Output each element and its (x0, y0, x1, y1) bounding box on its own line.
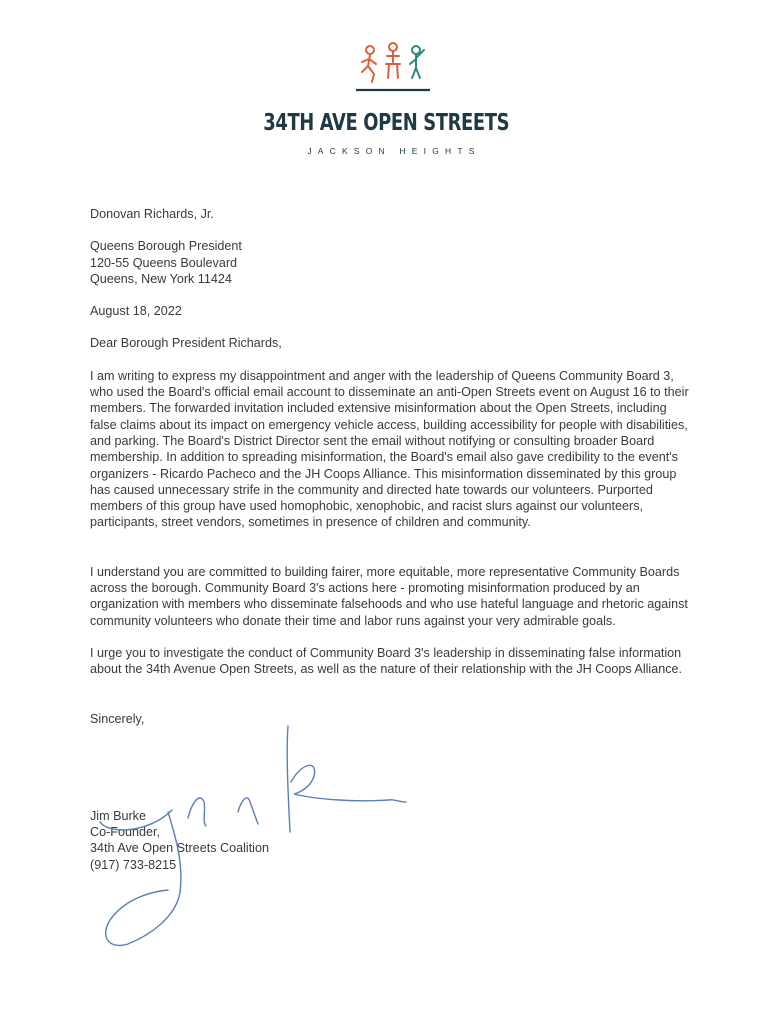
closing: Sincerely, (90, 711, 145, 726)
salutation: Dear Borough President Richards, (90, 336, 282, 351)
signer-phone: (917) 733-8215 (90, 857, 177, 872)
recipient-address-line-1: 120-55 Queens Boulevard (90, 255, 238, 270)
signer-title: Co-Founder, (90, 825, 161, 840)
recipient-title: Queens Borough President (90, 239, 242, 254)
letter-date: August 18, 2022 (90, 304, 182, 319)
signer-name: Jim Burke (90, 808, 146, 823)
body-paragraph-1: I am writing to express my disappointment and anger with the leadership of Queens Community Board 3, who used the Board's official email account to disseminate an anti-Open Streets event on August 16 to their members. The forwarded invitation included extensive misinformation about the Open Streets, including false claims about its impact on emergency vehicle access, building accessibility for people with disabilities, and parking. The Board's District Director sent the email without notifying or consulting broader Board membership. In addition to spreading misinformation, the Board's email also gave credibility to the event's organizers - Ricardo Pacheco and the JH Coops Alliance. This misinformation disseminated by this group has caused unnecessary strife in the community and directed hate towards our volunteers. Purported members of this group have used homophobic, xenophobic, and racist slurs against our volunteers, participants, street vendors, sometimes in presence of children and community. (90, 368, 689, 530)
open-streets-figures-icon (354, 42, 432, 94)
signer-organization: 34th Ave Open Streets Coalition (90, 841, 269, 856)
body-paragraph-2: I understand you are committed to building fairer, more equitable, more representative Community Boards across the borough. Community Board 3's actions here - promoting misinformation produced by an organization with members who disseminate falsehoods and who use hateful language and rhetoric against community volunteers who donate their time and labor runs against your very admirable goals. (90, 564, 688, 628)
organization-logo-title: 34TH AVE OPEN STREETS (263, 110, 510, 136)
recipient-address-line-2: Queens, New York 11424 (90, 271, 232, 286)
letter-body (90, 206, 690, 873)
letterhead-logo (0, 40, 768, 160)
recipient-name: Donovan Richards, Jr. (90, 207, 214, 221)
body-paragraph-3: I urge you to investigate the conduct of Community Board 3's leadership in disseminating false information about the 34th Avenue Open Streets, as well as the nature of their relationship with the JH Coops Alliance. (90, 645, 683, 677)
organization-logo-subtitle: JACKSON HEIGHTS (307, 146, 481, 156)
